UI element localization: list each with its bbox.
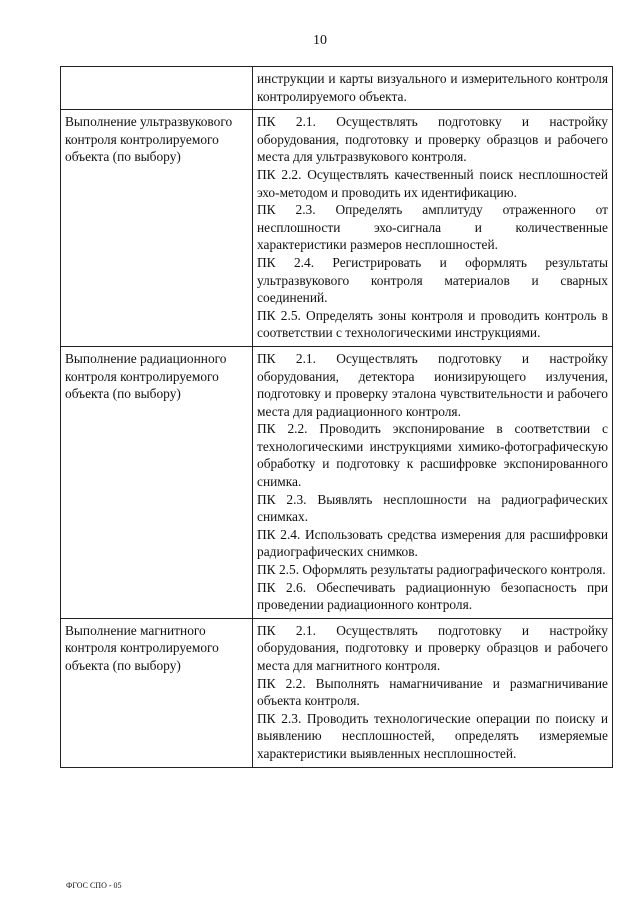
- competence-item: ПК 2.3. Определять амплитуду отраженного от несплошности эхо-сигнала и количественные характеристики размеров несплошностей.: [257, 202, 608, 253]
- competence-cell: [253, 110, 613, 347]
- competence-item: ПК 2.4. Регистрировать и оформлять результаты ультразвукового контроля материалов и сварных соединений.: [257, 254, 608, 306]
- activity-cell: [61, 67, 253, 110]
- competence-item: ПК 2.1. Осуществлять подготовку и настройку оборудования, подготовку и проверку образцов и рабочего места для магнитного контроля.: [257, 622, 608, 673]
- competence-cell: [253, 67, 613, 110]
- competence-item: ПК 2.3. Проводить технологические операции по поиску и выявлению несплошностей, определять измеряемые характеристики выявленных несплошностей.: [257, 710, 608, 761]
- competence-item: ПК 2.2. Выполнять намагничивание и размагничивание объекта контроля.: [257, 675, 608, 709]
- competence-item: ПК 2.5. Определять зоны контроля и проводить контроль в соответствии с технологическими инструкциями.: [257, 307, 608, 341]
- competence-item: ПК 2.1. Осуществлять подготовку и настройку оборудования, детектора ионизирующего излучения, подготовку и проверку эталона чувствительности и рабочего места для радиационного контроля.: [257, 350, 608, 419]
- table-row: [61, 110, 613, 347]
- activity-cell: Выполнение магнитного контроля контролируемого объекта (по выбору): [61, 618, 253, 767]
- competence-item: ПК 2.3. Выявлять несплошности на радиографических снимках.: [257, 491, 608, 525]
- activity-cell: Выполнение ультразвукового контроля контролируемого объекта (по выбору): [61, 110, 253, 347]
- table-row: [61, 346, 613, 618]
- competence-item: ПК 2.5. Оформлять результаты радиографического контроля.: [257, 562, 606, 578]
- page-number: 10: [313, 33, 327, 48]
- competence-item: ПК 2.2. Осуществлять качественный поиск несплошностей эхо-методом и проводить их идентификацию.: [257, 166, 608, 200]
- table-row: [61, 618, 613, 767]
- footer-code: ФГОС СПО - 05: [66, 881, 122, 890]
- table-row: [61, 67, 613, 110]
- competence-item: ПК 2.1. Осуществлять подготовку и настройку оборудования, подготовку и проверку образцов и рабочего места для ультразвукового контроля.: [257, 114, 608, 165]
- competence-item: ПК 2.4. Использовать средства измерения для расшифровки радиографических снимков.: [257, 526, 608, 560]
- competence-cell: [253, 346, 613, 618]
- competence-table: [60, 66, 613, 768]
- competence-item: ПК 2.6. Обеспечивать радиационную безопасность при проведении радиационного контроля.: [257, 579, 608, 613]
- activity-cell: Выполнение радиационного контроля контролируемого объекта (по выбору): [61, 346, 253, 618]
- competence-item: инструкции и карты визуального и измерительного контроля контролируемого объекта.: [257, 71, 608, 104]
- competence-cell: [253, 618, 613, 767]
- competence-item: ПК 2.2. Проводить экспонирование в соответствии с технологическими инструкциями химико-фотографическую обработку и подготовку к расшифровке экспонированного снимка.: [257, 421, 608, 490]
